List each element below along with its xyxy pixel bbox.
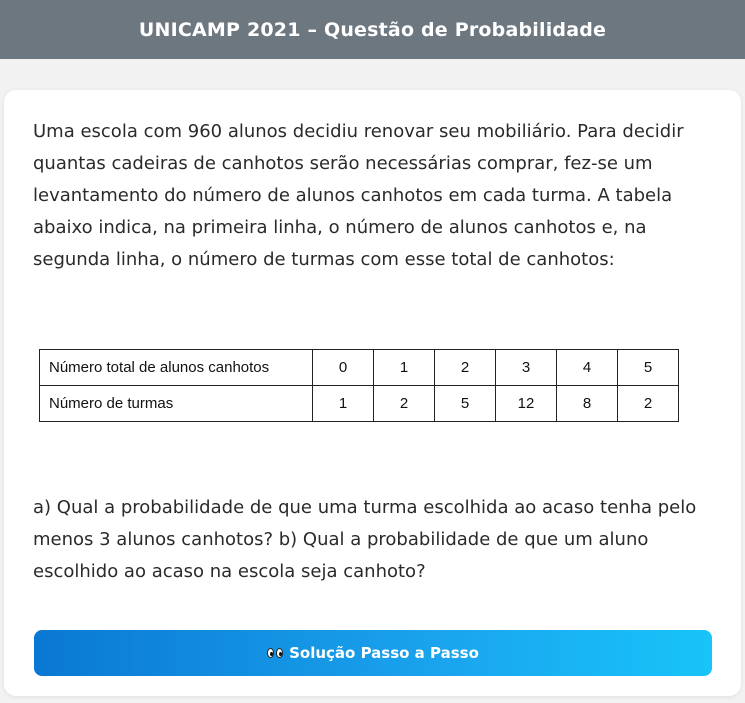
problem-statement: Uma escola com 960 alunos decidiu renovar seu mobiliário. Para decidir quantas cadeiras de canhotos serão necessárias comprar, fez-se um levantamento do número de alunos canhotos em cada turma. A tabela abaixo indica, na primeira linha, o número de alunos canhotos e, na segunda linha, o número de turmas com esse total de canhotos: [33, 121, 684, 270]
table-cell: 5 [435, 386, 496, 422]
data-table [39, 349, 679, 422]
question-text: a) Qual a probabilidade de que uma turma escolhida ao acaso tenha pelo menos 3 alunos canhotos? b) Qual a probabilidade de que um aluno escolhido ao acaso na escola seja canhoto? [33, 497, 697, 582]
table-cell: 0 [313, 350, 374, 386]
table-cell: 1 [374, 350, 435, 386]
table-cell: 8 [557, 386, 618, 422]
eyes-icon [267, 648, 283, 658]
table-row [40, 386, 679, 422]
table-row [40, 350, 679, 386]
table-cell: 2 [374, 386, 435, 422]
step-by-step-solution-button[interactable] [34, 630, 712, 676]
question-card [4, 90, 741, 696]
page-title: UNICAMP 2021 – Questão de Probabilidade [138, 18, 607, 41]
page-header [0, 0, 745, 59]
solution-button-label: Solução Passo a Passo [289, 644, 479, 662]
row-label: Número de turmas [40, 386, 313, 422]
row-label: Número total de alunos canhotos [40, 350, 313, 386]
table-cell: 5 [618, 350, 679, 386]
table-cell: 12 [496, 386, 557, 422]
table-cell: 2 [618, 386, 679, 422]
table-cell: 1 [313, 386, 374, 422]
table-cell: 2 [435, 350, 496, 386]
table-cell: 4 [557, 350, 618, 386]
table-cell: 3 [496, 350, 557, 386]
